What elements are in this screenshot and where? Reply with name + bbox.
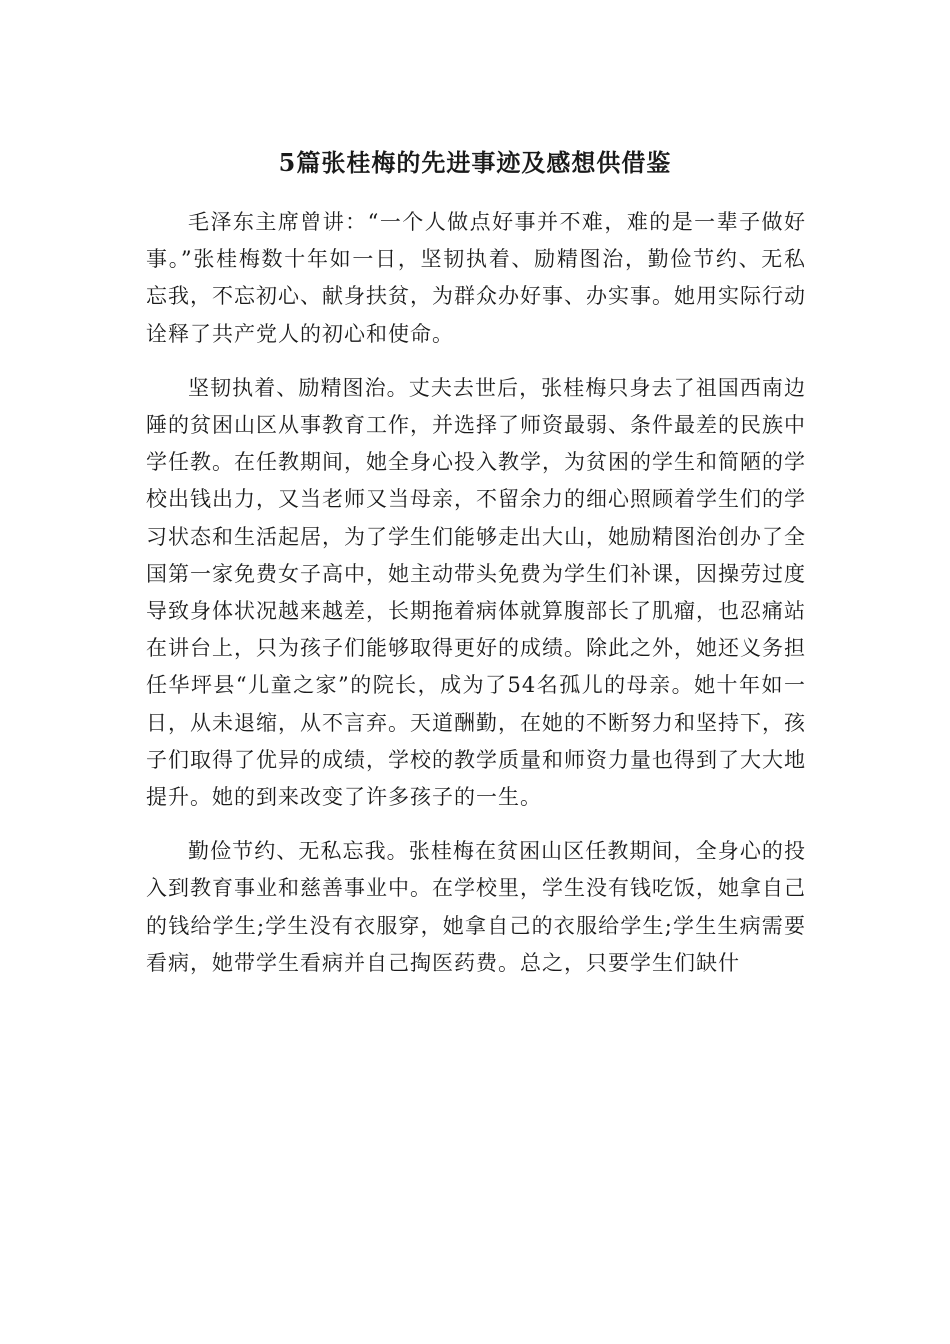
paragraph-perseverance: 坚韧执着、励精图治。丈夫去世后，张桂梅只身去了祖国西南边陲的贫困山区从事教育工作，并选择了师资最弱、条件最差的民族中学任教。在任教期间，她全身心投入教学，为贫困的学生和简陋的学校出钱出力，又当老师又当母亲，不留余力的细心照顾着学生们的学习状态和生活起居，为了学生们能够走出大山，她励精图治创办了全国第一家免费女子高中，她主动带头免费为学生们补课，因操劳过度导致身体状况越来越差，长期拖着病体就算腹部长了肌瘤，也忍痛站在讲台上，只为孩子们能够取得更好的成绩。除此之外，她还义务担任华坪县“儿童之家”的院长，成为了54名孤儿的母亲。她十年如一日，从未退缩，从不言弃。天道酬勤，在她的不断努力和坚持下，孩子们取得了优异的成绩，学校的教学质量和师资力量也得到了大大地提升。她的到来改变了许多孩子的一生。 xyxy=(146,375,806,810)
document-title: 5篇张桂梅的先进事迹及感想供借鉴 xyxy=(278,148,672,177)
paragraph-frugality: 勤俭节约、无私忘我。张桂梅在贫困山区任教期间，全身心的投入到教育事业和慈善事业中。在学校里，学生没有钱吃饭，她拿自己的钱给学生;学生没有衣服穿，她拿自己的衣服给学生;学生生病需要看病，她带学生看病并自己掏医药费。总之，只要学生们缺什 xyxy=(146,839,806,975)
document-body xyxy=(146,204,806,999)
paragraph-intro: 毛泽东主席曾讲：“一个人做点好事并不难，难的是一辈子做好事。”张桂梅数十年如一日，坚韧执着、励精图治，勤俭节约、无私忘我，不忘初心、献身扶贫，为群众办好事、办实事。她用实际行动诠释了共产党人的初心和使命。 xyxy=(146,210,806,346)
